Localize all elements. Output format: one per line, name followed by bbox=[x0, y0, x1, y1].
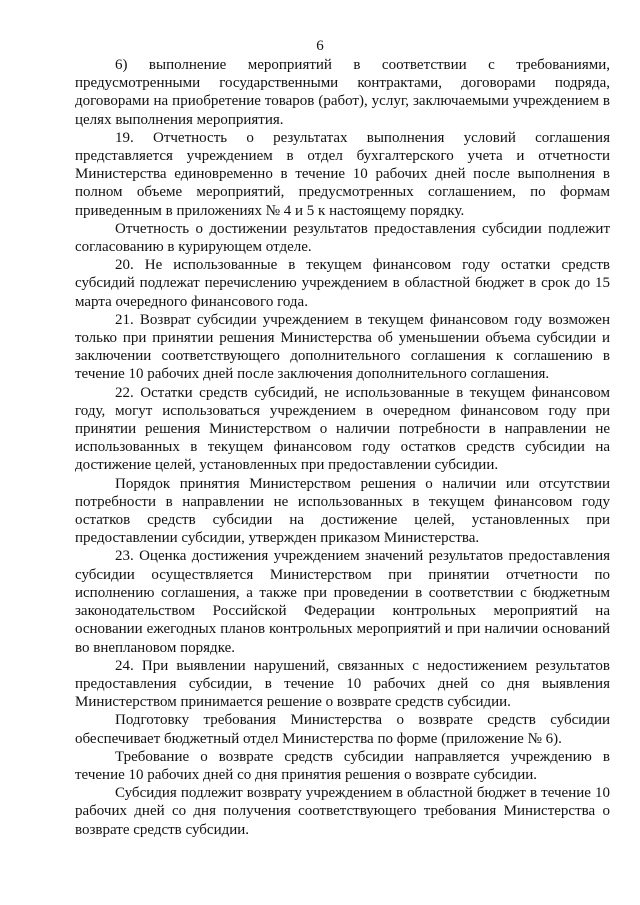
paragraph-requirement-sending: Требование о возврате средств субсидии направляется учреждению в течение 10 рабочих дней со дня принятия решения о возврате субсидии. bbox=[75, 748, 610, 783]
paragraph-clause-19: 19. Отчетность о результатах выполнения условий соглашения представляется учреждением в отдел бухгалтерского учета и отчетности Министерства единовременно в течение 10 рабочих дней после выполнения в полном объеме мероприятий, предусмотренных соглашением, по формам приведенным в приложениях № 4 и 5 к настоящему порядку. bbox=[75, 129, 610, 219]
paragraph-subsidy-return: Субсидия подлежит возврату учреждением в областной бюджет в течение 10 рабочих дней со дня получения соответствующего требования Министерства о возврате средств субсидии. bbox=[75, 785, 610, 838]
document-body bbox=[75, 56, 610, 839]
paragraph-reporting-approval: Отчетность о достижении результатов предоставления субсидии подлежит согласованию в курирующем отделе. bbox=[75, 220, 610, 256]
paragraph-clause-24: 24. При выявлении нарушений, связанных с недостижением результатов предоставления субсидии, в течение 10 рабочих дней со дня выявления Министерством принимается решение о возврате средств субсидии. bbox=[75, 657, 610, 711]
paragraph-item-6: 6) выполнение мероприятий в соответствии с требованиями, предусмотренными государственными контрактами, договорами подряда, договорами на приобретение товаров (работ), услуг, заключаемыми учреждением в целях выполнения мероприятия. bbox=[75, 57, 610, 128]
paragraph-clause-21: 21. Возврат субсидии учреждением в текущем финансовом году возможен только при принятии решения Министерства об уменьшении объема субсидии и заключении соответствующего дополнительного соглашения к соглашению в течение 10 рабочих дней после заключения дополнительного соглашения. bbox=[75, 311, 610, 383]
paragraph-requirement-preparation: Подготовку требования Министерства о возврате средств субсидии обеспечивает бюджетный отдел Министерства по форме (приложение № 6). bbox=[75, 712, 610, 747]
paragraph-clause-20: 20. Не использованные в текущем финансовом году остатки средств субсидий подлежат перечислению учреждением в областной бюджет в срок до 15 марта очередного финансового года. bbox=[75, 257, 610, 310]
paragraph-clause-22: 22. Остатки средств субсидий, не использованные в текущем финансовом году, могут использоваться учреждением в очередном финансовом году при принятии решения Министерством о наличии потребности в направлении не использованных в текущем финансовом году остатков средств субсидии на достижение целей, установленных при предоставлении субсидии. bbox=[75, 384, 610, 474]
page-number: 6 bbox=[316, 38, 324, 54]
paragraph-clause-23: 23. Оценка достижения учреждением значений результатов предоставления субсидии осуществляется Министерством при принятии отчетности по исполнению соглашения, а также при проведении в соответствии с бюджетным законодательством Российской Федерации контрольных мероприятий на основании ежегодных планов контрольных мероприятий и при наличии оснований во внеплановом порядке. bbox=[75, 548, 610, 656]
paragraph-decision-procedure: Порядок принятия Министерством решения о наличии или отсутствии потребности в направлении не использованных в текущем финансовом году остатков средств субсидии на достижение целей, установленных при предоставлении субсидии, утвержден приказом Министерства. bbox=[75, 475, 610, 547]
